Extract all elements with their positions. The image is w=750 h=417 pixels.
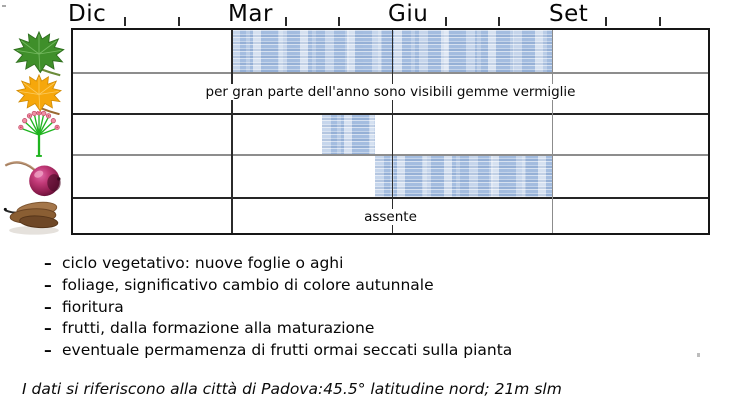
- row-divider: [73, 154, 708, 156]
- row-divider: [73, 197, 708, 199]
- major-gridline-set: [552, 30, 554, 233]
- row-divider: [73, 72, 708, 74]
- major-gridline-mar: [231, 30, 233, 233]
- legend-item-label: foliage, significativo cambio di colore autunnale: [62, 275, 434, 294]
- month-label-mar: Mar: [228, 1, 273, 27]
- timeline-bar-fioritura: [322, 113, 375, 154]
- row-divider: [73, 113, 708, 115]
- legend-item-label: fioritura: [62, 297, 124, 316]
- minor-month-tick: [605, 17, 607, 26]
- minor-month-tick: [178, 17, 180, 26]
- timeline-bar-frutti: [375, 154, 551, 197]
- legend-dash: –: [44, 297, 52, 316]
- month-axis: [0, 0, 750, 28]
- legend-item-label: ciclo vegetativo: nuove foglie o aghi: [62, 254, 344, 272]
- month-label-dic: Dic: [68, 1, 107, 27]
- minor-month-tick: [659, 17, 661, 26]
- legend-item-ciclo-vegetativo: [44, 253, 724, 275]
- legend-item-foliage: [44, 275, 724, 297]
- foliage-note-text: per gran parte dell'anno sono visibili gemme vermiglie: [202, 84, 580, 100]
- flower-umbel-icon: [18, 111, 60, 161]
- minor-month-tick: [338, 17, 340, 26]
- legend-item-label: frutti, dalla formazione alla maturazione: [62, 319, 375, 338]
- legend-item-label: eventuale permamenza di frutti ormai seccati sulla pianta: [62, 341, 513, 360]
- legend-dash: –: [44, 319, 52, 338]
- legend-item-frutti: [44, 318, 724, 340]
- dried-pods-icon: [2, 196, 64, 242]
- legend-dash: –: [44, 341, 52, 360]
- month-label-giu: Giu: [388, 1, 429, 27]
- legend: [44, 253, 724, 362]
- legend-dash: –: [44, 254, 52, 272]
- minor-month-tick: [285, 17, 287, 26]
- timeline-grid: [71, 28, 710, 235]
- foliage-note-row: [73, 81, 708, 100]
- legend-item-frutti-secchi: [44, 340, 724, 362]
- dried-fruit-note-text: assente: [360, 209, 421, 225]
- major-gridline-giu: [392, 30, 394, 233]
- legend-item-fioritura: [44, 297, 724, 319]
- minor-month-tick: [498, 17, 500, 26]
- footnote: I dati si riferiscono alla città di Padova:45.5° latitudine nord; 21m slm: [22, 380, 562, 398]
- minor-month-tick: [445, 17, 447, 26]
- minor-month-tick: [124, 17, 126, 26]
- month-label-set: Set: [549, 1, 589, 27]
- dried-fruit-note-row: [73, 206, 708, 225]
- legend-dash: –: [44, 275, 52, 294]
